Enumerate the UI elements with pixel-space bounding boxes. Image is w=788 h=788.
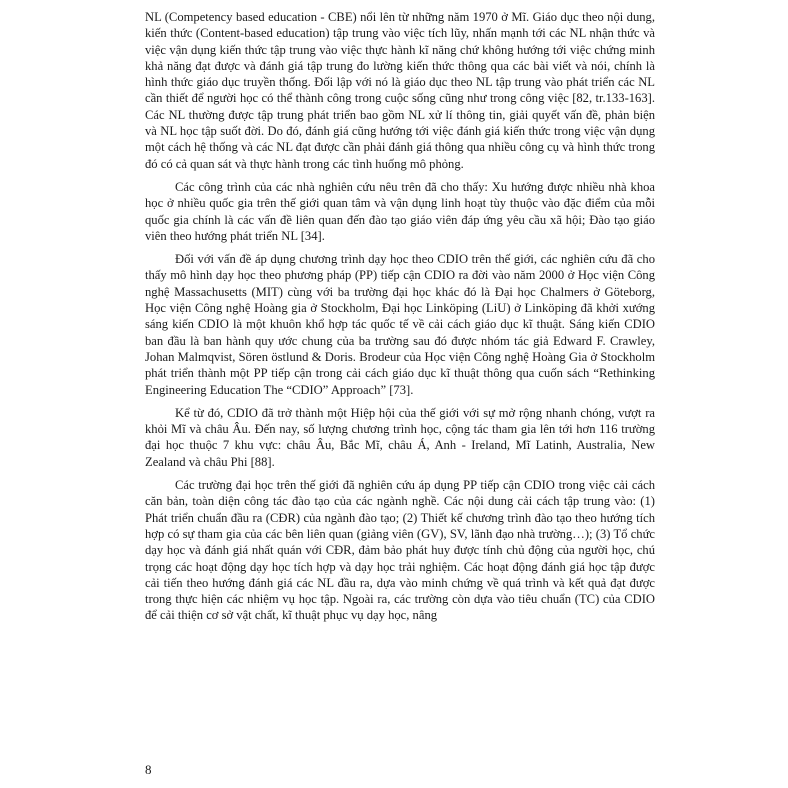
body-text — [145, 9, 655, 631]
paragraph-cdio-reform: Các trường đại học trên thế giới đã nghiên cứu áp dụng PP tiếp cận CDIO trong việc cải cách căn bản, toàn diện công tác đào tạo của các ngành nghề. Các nội dung cải cách tập trung vào: (1) Phát triển chuẩn đầu ra (CĐR) của ngành đào tạo; (2) Thiết kế chương trình đào tạo theo hướng tích hợp có sự tham gia của các bên liên quan (giảng viên (GV), SV, lãnh đạo nhà trường…); (3) Tổ chức dạy học và đánh giá nhất quán với CĐR, đảm bảo phát huy được tính chủ động của người học, chú trọng các hoạt động dạy học tích hợp và dạy học trải nghiệm. Các hoạt động đánh giá học tập được cải tiến theo hướng đánh giá các NL đầu ra, dựa vào minh chứng về quá trình và kết quả đạt được trong thực hiện các nhiệm vụ học tập. Ngoài ra, các trường còn dựa vào tiêu chuẩn (TC) của CDIO để cải thiện cơ sở vật chất, kĩ thuật phục vụ dạy học, nâng — [145, 478, 655, 623]
paragraph-cbe-continuation: NL (Competency based education - CBE) nổi lên từ những năm 1970 ở Mĩ. Giáo dục theo nội dung, kiến thức (Content-based education) tập trung vào việc tích lũy, nhấn mạnh tới các NL nhận thức và việc vận dụng kiến thức tập trung vào việc thực hành kĩ năng chứ không hướng tới việc chứng minh khả năng đạt được và đánh giá tập trung đo lường kiến thức thông qua các bài viết và nói, chính là hình thức giáo dục truyền thống. Đối lập với nó là giáo dục theo NL tập trung vào phát triển các NL cần thiết để người học có thể thành công trong cuộc sống cũng như trong công việc [82, tr.133-163]. Các NL thường được tập trung phát triển bao gồm NL xử lí thông tin, giải quyết vấn đề, phản biện và NL học tập suốt đời. Do đó, đánh giá cũng hướng tới việc đánh giá kiến thức trong việc vận dụng một cách hệ thống và các NL đạt được cần phải đánh giá thông qua nhiều công cụ và hình thức trong đó có cả quan sát và thực hành trong các tình huống mô phỏng. — [145, 10, 655, 171]
paragraph-cdio-expansion: Kể từ đó, CDIO đã trở thành một Hiệp hội của thế giới với sự mở rộng nhanh chóng, vượt ra khỏi Mĩ và châu Âu. Đến nay, số lượng chương trình học, cộng tác tham gia lên tới hơn 116 trường đại học thuộc 7 khu vực: châu Âu, Bắc Mĩ, châu Á, Anh - Ireland, Mĩ Latinh, Australia, New Zealand và châu Phi [88]. — [145, 405, 655, 469]
paragraph-cdio-origin: Đối với vấn đề áp dụng chương trình dạy học theo CDIO trên thế giới, các nghiên cứu đã cho thấy mô hình dạy học theo phương pháp (PP) tiếp cận CDIO ra đời vào năm 2000 ở Học viện Công nghệ Massachusetts (MIT) cùng với ba trường đại học khác đó là Đại học Chalmers ở Göteborg, Học viện Công nghệ Hoàng gia ở Stockholm, Đại học Linköping (LiU) ở Linköping đã khởi xướng sáng kiến CDIO là một khuôn khổ hợp tác quốc tế về cải cách giáo dục kĩ thuật. Sáng kiến CDIO ban đầu là ban hành quy ước chung của ba trường sau đó được nhóm tác giả Edward F. Crawley, Johan Malmqvist, Sören östlund & Doris. Brodeur của Học viện Công nghệ Hoàng Gia ở Stockholm phát triển thành một PP tiếp cận trong cải cách giáo dục kĩ thuật thông qua cuốn sách “Rethinking Engineering Education The “CDIO” Approach” [73]. — [145, 252, 655, 397]
paragraph-research-summary: Các công trình của các nhà nghiên cứu nêu trên đã cho thấy: Xu hướng được nhiều nhà khoa học ở nhiều quốc gia trên thế giới quan tâm và vận dụng linh hoạt tùy thuộc vào đặc điểm của mỗi quốc gia chính là các vấn đề liên quan đến đào tạo giáo viên đáp ứng yêu cầu xã hội; Đào tạo giáo viên theo hướng phát triển NL [34]. — [145, 179, 655, 243]
page-number: 8 — [145, 762, 152, 777]
